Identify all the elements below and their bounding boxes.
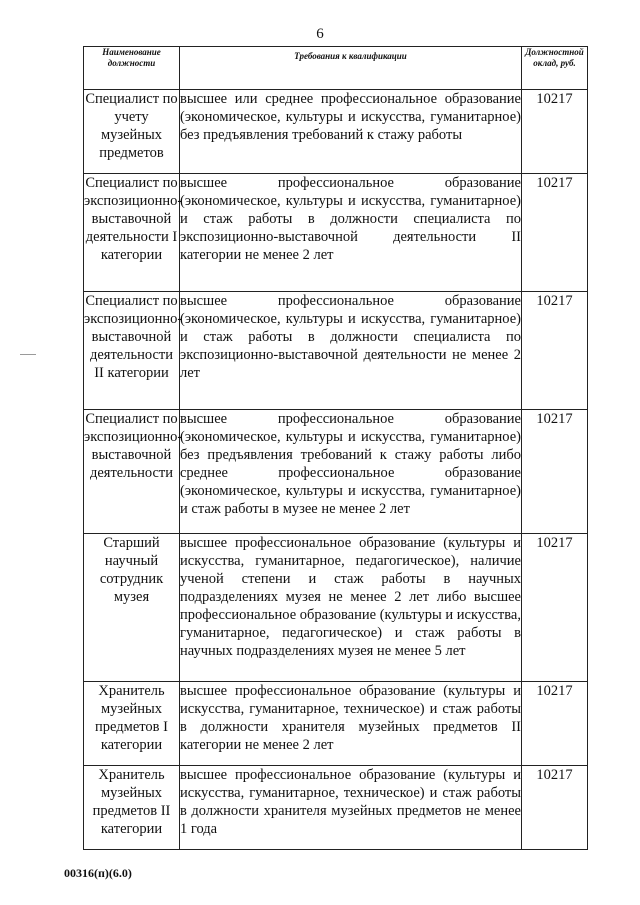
salary-cell: 10217	[522, 682, 588, 766]
requirements-cell: высшее профессиональное образование (культуры и искусства, гуманитарное, техническое) и стаж работы в должности хранителя музейных предметов не менее 1 года	[180, 766, 522, 850]
salary-cell: 10217	[522, 410, 588, 534]
requirements-cell: высшее профессиональное образование (культуры и искусства, гуманитарное, техническое) и стаж работы в должности хранителя музейных предметов II категории не менее 2 лет	[180, 682, 522, 766]
table-row	[84, 766, 588, 850]
position-cell: Специалист по экспозиционно-выставочной деятельности	[84, 410, 180, 534]
position-cell: Хранитель музейных предметов I категории	[84, 682, 180, 766]
requirements-cell: высшее или среднее профессиональное образование (экономическое, культуры и искусства, гуманитарное) без предъявления требований к стажу работы	[180, 90, 522, 174]
margin-mark	[20, 354, 36, 355]
salary-cell: 10217	[522, 766, 588, 850]
table-row	[84, 534, 588, 682]
header-row	[84, 47, 588, 90]
table-row	[84, 292, 588, 410]
header-position: Наименование должности	[84, 47, 180, 90]
table-row	[84, 174, 588, 292]
page-number: 6	[316, 26, 324, 42]
salary-cell: 10217	[522, 174, 588, 292]
header-requirements: Требования к квалификации	[180, 47, 522, 90]
position-cell: Специалист по учету музейных предметов	[84, 90, 180, 174]
requirements-cell: высшее профессиональное образование (экономическое, культуры и искусства, гуманитарное) без предъявления требований к стажу работы либо среднее профессиональное образование (экономическое, культуры и искусства, гуманитарное) и стаж работы в музее не менее 2 лет	[180, 410, 522, 534]
table-row	[84, 90, 588, 174]
requirements-cell: высшее профессиональное образование (культуры и искусства, гуманитарное, педагогическое), наличие ученой степени и стаж работы в научных подразделениях музея не менее 2 лет либо высшее профессиональное образование (культуры и искусства, гуманитарное, педагогическое) и стаж работы в научных подразделениях музея не менее 5 лет	[180, 534, 522, 682]
requirements-cell: высшее профессиональное образование (экономическое, культуры и искусства, гуманитарное) и стаж работы в должности специалиста по экспозиционно-выставочной деятельности не менее 2 лет	[180, 292, 522, 410]
table-row	[84, 410, 588, 534]
position-cell: Специалист по экспозиционно-выставочной деятельности II категории	[84, 292, 180, 410]
table-header	[84, 47, 588, 90]
salary-cell: 10217	[522, 534, 588, 682]
qualification-table	[83, 46, 588, 850]
position-cell: Специалист по экспозиционно-выставочной деятельности I категории	[84, 174, 180, 292]
position-cell: Хранитель музейных предметов II категории	[84, 766, 180, 850]
requirements-cell: высшее профессиональное образование (экономическое, культуры и искусства, гуманитарное) и стаж работы в должности специалиста по экспозиционно-выставочной деятельности II категории не менее 2 лет	[180, 174, 522, 292]
position-cell: Старший научный сотрудник музея	[84, 534, 180, 682]
header-salary: Должностной оклад, руб.	[522, 47, 588, 90]
salary-cell: 10217	[522, 292, 588, 410]
table-body	[84, 90, 588, 850]
document-code: 00316(п)(6.0)	[64, 866, 132, 880]
table-row	[84, 682, 588, 766]
salary-cell: 10217	[522, 90, 588, 174]
